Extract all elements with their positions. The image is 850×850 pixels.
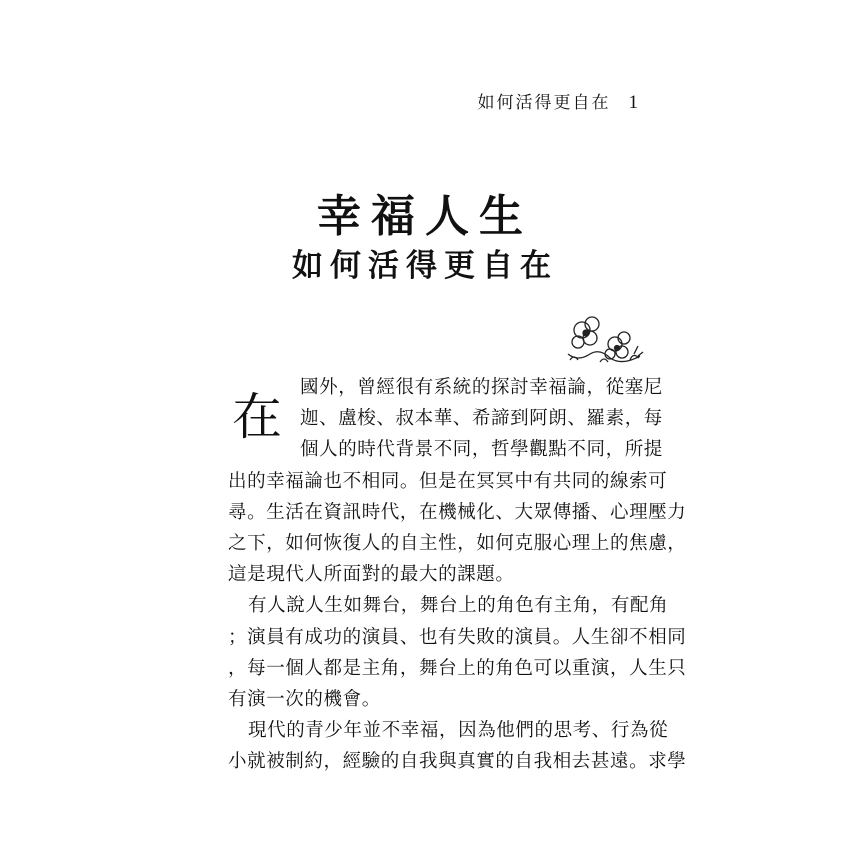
flower-ornament-icon [560, 312, 645, 370]
text-line: 有人說人生如舞台，舞台上的角色有主角，有配角 [248, 595, 669, 617]
text-line: 之下，如何恢復人的自主性，如何克服心理上的焦慮， [228, 532, 687, 554]
text-line: 這是現代人所面對的最大的課題。 [228, 564, 515, 586]
text-line: ，每一個人都是主角，舞台上的角色可以重演，人生只 [228, 657, 687, 679]
text-line: ；演員有成功的演員、也有失敗的演員。人生卻不相同 [228, 626, 687, 648]
running-title: 如何活得更自在 [477, 93, 611, 113]
text-line: 個人的時代背景不同，哲學觀點不同，所提 [300, 439, 663, 461]
text-line: 有演一次的機會。 [228, 688, 381, 710]
text-line: 現代的青少年並不幸福，因為他們的思考、行為從 [248, 720, 669, 742]
text-line: 迦、盧梭、叔本華、希諦到阿朗、羅素，每 [300, 408, 663, 430]
text-line: 國外，曾經很有系統的探討幸福論，從塞尼 [300, 377, 663, 398]
text-line: 小就被制約，經驗的自我與真實的自我相去甚遠。求學 [228, 751, 687, 773]
text-line: 尋。生活在資訊時代，在機械化、大眾傳播、心理壓力 [228, 501, 687, 523]
page-number: 1 [628, 92, 640, 113]
chapter-title: 幸福人生 [317, 191, 533, 242]
text-line: 出的幸福論也不相同。但是在冥冥中有共同的線索可 [228, 470, 668, 492]
running-header [478, 88, 641, 114]
body-text [228, 372, 687, 777]
chapter-subtitle: 如何活得更自在 [292, 248, 558, 284]
drop-cap: 在 [232, 388, 282, 446]
